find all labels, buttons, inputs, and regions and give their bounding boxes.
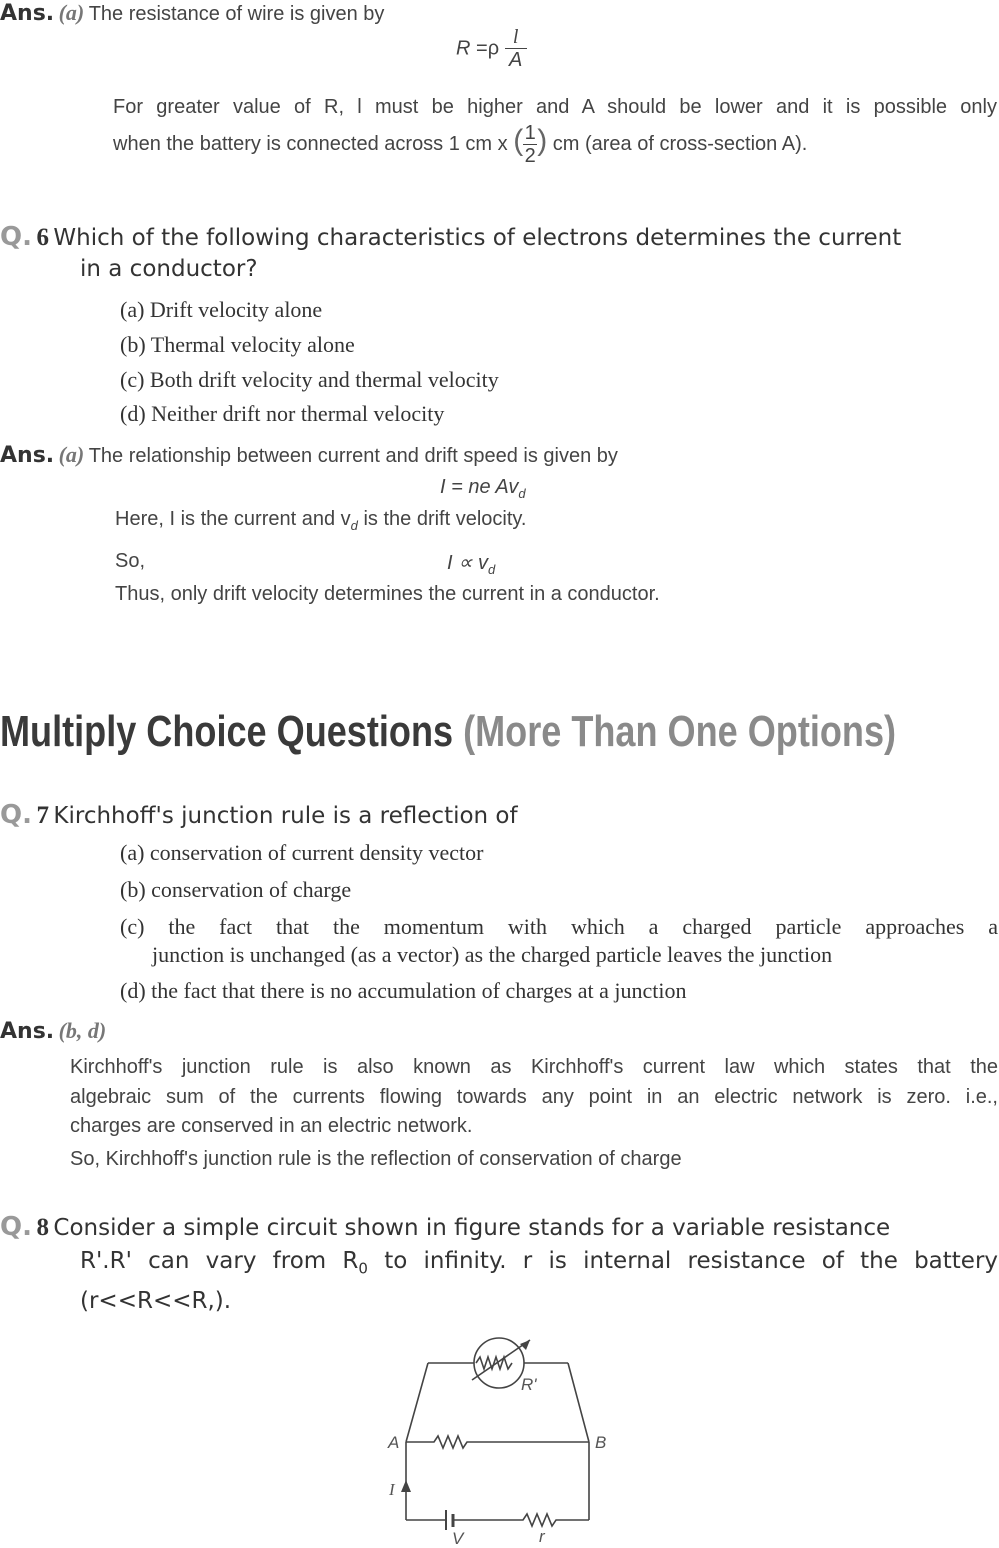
para-line: Kirchhoff's junction rule is also known as Kirchhoff's current law which states that the: [70, 1056, 998, 1078]
heading-sub: (More Than One Options): [463, 707, 897, 756]
text: The relationship between current and drift speed is given by: [88, 445, 618, 467]
question-number: 6: [36, 224, 49, 251]
question-text-cont: (r<<R<<R,).: [80, 1288, 232, 1314]
question-icon: Q.: [0, 1212, 32, 1242]
text: when the battery is connected across 1 cm x: [113, 132, 508, 155]
subscript: 0: [358, 1259, 368, 1278]
q5-line1: For greater value of R, l must be higher and A should be lower and it is possible only: [113, 96, 997, 118]
q7-answer: [0, 1018, 106, 1044]
numerator: l: [505, 26, 527, 49]
resistance-formula: [456, 26, 527, 72]
current-formula: [440, 476, 526, 501]
q5-line2: when the battery is connected across 1 cm x ( $\frac{1}{2}$ ) cm (area of cross-section A).: [113, 122, 808, 167]
question-text: Which of the following characteristics of electrons determines the current: [53, 225, 902, 251]
text: is the drift velocity.: [357, 508, 527, 530]
q5-answer-intro: [0, 0, 384, 26]
para-line: algebraic sum of the currents flowing towards any point in an electric network is zero. i.e.,: [70, 1086, 998, 1108]
q6-question: [0, 222, 901, 252]
formula-eq: =ρ: [476, 37, 500, 60]
bottom-wire: [406, 1514, 589, 1526]
arrow-head-icon: [520, 1340, 530, 1350]
option-c: (c) Both drift velocity and thermal velocity: [120, 367, 499, 392]
formula-fraction: [505, 26, 527, 72]
subscript: d: [518, 486, 526, 501]
option-b: (b) conservation of charge: [120, 877, 352, 902]
option-d: (d) the fact that there is no accumulation of charges at a junction: [120, 978, 687, 1003]
question-number: 7: [36, 802, 49, 829]
option-d: (d) Neither drift nor thermal velocity: [120, 401, 445, 426]
denominator: 2: [524, 145, 536, 167]
here-line: [115, 508, 526, 533]
ans-option: (a): [58, 442, 85, 467]
middle-wire-resistor: [406, 1436, 589, 1448]
question-icon: Q.: [0, 222, 32, 252]
numerator: 1: [524, 122, 536, 144]
text: cm (area of cross-section A).: [552, 132, 808, 155]
question-text: Consider a simple circuit shown in figure stands for a variable resistance: [53, 1215, 891, 1241]
label-I: I: [389, 1480, 395, 1499]
current-arrow-icon: [401, 1480, 411, 1492]
text: The resistance of wire is given by: [88, 3, 385, 25]
option-c: (c) the fact that the momentum with which a charged particle approaches a: [120, 914, 998, 939]
text: R'.R' can vary from R: [80, 1248, 359, 1274]
circuit-diagram: [380, 1330, 620, 1548]
ans-option: (b, d): [58, 1018, 107, 1043]
text: Here, I is the current and v: [115, 508, 351, 530]
question-icon: Q.: [0, 800, 32, 830]
so-label: So,: [115, 550, 146, 572]
option-c-cont: junction is unchanged (as a vector) as the charged particle leaves the junction: [152, 942, 833, 967]
option-a: (a) Drift velocity alone: [120, 297, 323, 322]
subscript: d: [487, 562, 496, 577]
section-heading: [0, 707, 896, 757]
ans-label: Ans.: [0, 1, 55, 26]
conclusion: Thus, only drift velocity determines the current in a conductor.: [115, 583, 660, 605]
question-text-cont: in a conductor?: [80, 256, 258, 282]
proportional-formula: [447, 550, 495, 577]
side-wires: [406, 1363, 589, 1442]
vertical-wires: [406, 1442, 589, 1520]
label-V: V: [452, 1529, 464, 1548]
text: to infinity. r is internal resistance of the battery: [384, 1248, 999, 1274]
option-a: (a) conservation of current density vector: [120, 840, 484, 865]
question-number: 8: [36, 1214, 49, 1241]
label-r: r: [539, 1527, 545, 1546]
question-text: Kirchhoff's junction rule is a reflection of: [53, 803, 518, 829]
q6-answer: [0, 442, 618, 468]
ans-option: (a): [58, 0, 85, 25]
formula: I = ne Av: [440, 476, 519, 498]
label-B: B: [595, 1433, 607, 1452]
q8-question: [0, 1212, 998, 1242]
subscript: d: [350, 518, 358, 533]
denominator: A: [508, 49, 523, 71]
formula: I ∝ v: [447, 552, 488, 574]
ans-label: Ans.: [0, 443, 55, 468]
para-line: charges are conserved in an electric network.: [70, 1115, 473, 1137]
formula-lhs: R: [456, 37, 471, 60]
q7-question: [0, 800, 518, 830]
ans-label: Ans.: [0, 1019, 55, 1044]
so-line: So, Kirchhoff's junction rule is the reflection of conservation of charge: [70, 1148, 682, 1170]
heading-main: Multiply Choice Questions: [0, 707, 454, 756]
option-b: (b) Thermal velocity alone: [120, 332, 355, 357]
variable-resistor-zigzag: [476, 1357, 512, 1369]
label-R-prime: R': [521, 1375, 537, 1394]
label-A: A: [388, 1433, 400, 1452]
question-text-cont: [80, 1248, 998, 1278]
